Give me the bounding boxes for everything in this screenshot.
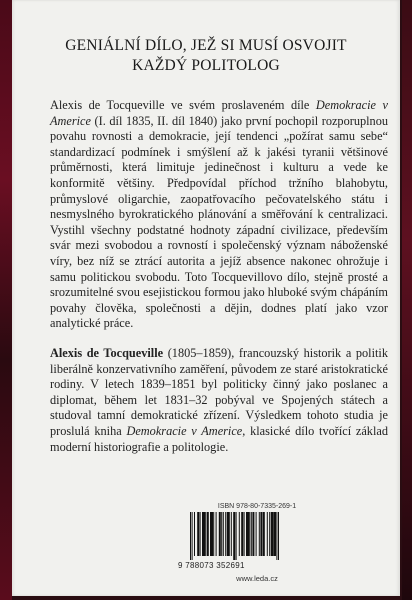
barcode-bar: [276, 512, 277, 560]
barcode-bar: [263, 512, 265, 556]
book-back-cover: [12, 0, 400, 596]
barcode-bar: [231, 512, 232, 556]
barcode-bar: [274, 512, 276, 556]
heading-line-1: GENIÁLNÍ DÍLO, JEŽ SI MUSÍ OSVOJIT: [65, 37, 347, 54]
barcode-bar: [267, 512, 268, 556]
barcode-bar: [252, 512, 254, 556]
barcode-bar: [278, 512, 279, 560]
barcode-bar: [239, 512, 240, 556]
barcode-bar: [256, 512, 257, 556]
barcode-bar: [233, 512, 235, 560]
barcode-bar: [216, 512, 217, 556]
barcode-bar: [260, 512, 262, 556]
barcode-bar: [194, 512, 195, 556]
barcode-bar: [190, 512, 191, 560]
barcode-bar: [246, 512, 249, 556]
publisher-website: www.leda.cz: [236, 574, 278, 583]
heading-line-2: KAŽDÝ POLITOLOG: [132, 57, 280, 74]
barcode-bar: [251, 512, 252, 556]
blurb-text-rest: (I. díl 1835, II. díl 1840) jako první pochopil rozporuplnou povahu rovnosti a demokracie, její tendenci „požírat samu sebe“ standardizací podmínek i smýšlení až k jakési tyranii většinové průměrnosti, která limituje jedinečnost i kulturu a vede ke konformitě většiny. Předpovídal příchod tržního blahobytu, průmyslové oligarchie, zaopatřovacího pečovatelského státu i nesmyslného byrokratického plánování a směřování k centralizaci. Vystihl všechny podstatné hodnoty západní civilizace, především svár mezi svobodou a rovností i společenský význam náboženské víry, bez níž se ztrácí autorita a jejíž absence nakonec ohrožuje i samu politickou svobodu. Toto Tocquevillovo dílo, stejně prosté a srozumitelné svou esejistickou formou jako hluboké svým chápáním povahy člověka, společnosti a dějin, dodnes platí jako vzor analytické práce.: [50, 113, 388, 331]
barcode-bar: [244, 512, 245, 556]
barcode-bar: [210, 512, 213, 556]
cover-heading: [12, 36, 400, 76]
barcode-bar: [227, 512, 230, 556]
book-title-italic: Demokracie v Americe: [50, 98, 389, 128]
author-name: Alexis de Tocqueville: [50, 346, 164, 360]
barcode-bar: [225, 512, 226, 556]
barcode-bar: [200, 512, 201, 556]
barcode-number: 9 788073 352691: [178, 561, 245, 570]
bio-text-1: (1805–1859), francouzský historik a politik liberálně konzervativního zaměření, původem ze staré aristokratické rodiny. V letech 1839–1851 byl politicky činný jako poslanec a diplomat, během let 1831–32 pobýval ve Spojených státech a studoval tamní demokratické zřízení. Výsledkem tohoto studia je proslulá kniha: [50, 346, 389, 438]
barcode-bar: [223, 512, 224, 556]
author-bio-paragraph: [50, 346, 388, 455]
barcode-bar: [192, 512, 193, 560]
isbn-label: ISBN 978-80-7335-269-1: [217, 503, 297, 510]
barcode: [188, 512, 312, 560]
barcode-bar: [271, 512, 274, 556]
barcode-bar: [213, 512, 214, 556]
bio-text-2: , klasické dílo tvořící základ moderní historiografie a politologie.: [50, 423, 388, 454]
barcode-bar: [221, 512, 222, 556]
barcode-bar: [249, 512, 250, 556]
barcode-bar: [205, 512, 206, 556]
background-left: [0, 0, 12, 600]
barcode-bar: [207, 512, 209, 556]
blurb-paragraph: [50, 98, 388, 332]
background-right: [402, 0, 412, 600]
blurb-text-start: Alexis de Tocqueville ve svém proslaveném díle: [50, 98, 316, 112]
barcode-bar: [241, 512, 243, 556]
book-title-italic-2: Demokracie v Americe: [126, 423, 243, 438]
barcode-bar: [197, 512, 199, 556]
barcode-bar: [202, 512, 205, 556]
barcode-bar: [219, 512, 221, 556]
barcode-bar: [236, 512, 237, 560]
barcode-bar: [259, 512, 260, 556]
barcode-bar: [269, 512, 270, 556]
